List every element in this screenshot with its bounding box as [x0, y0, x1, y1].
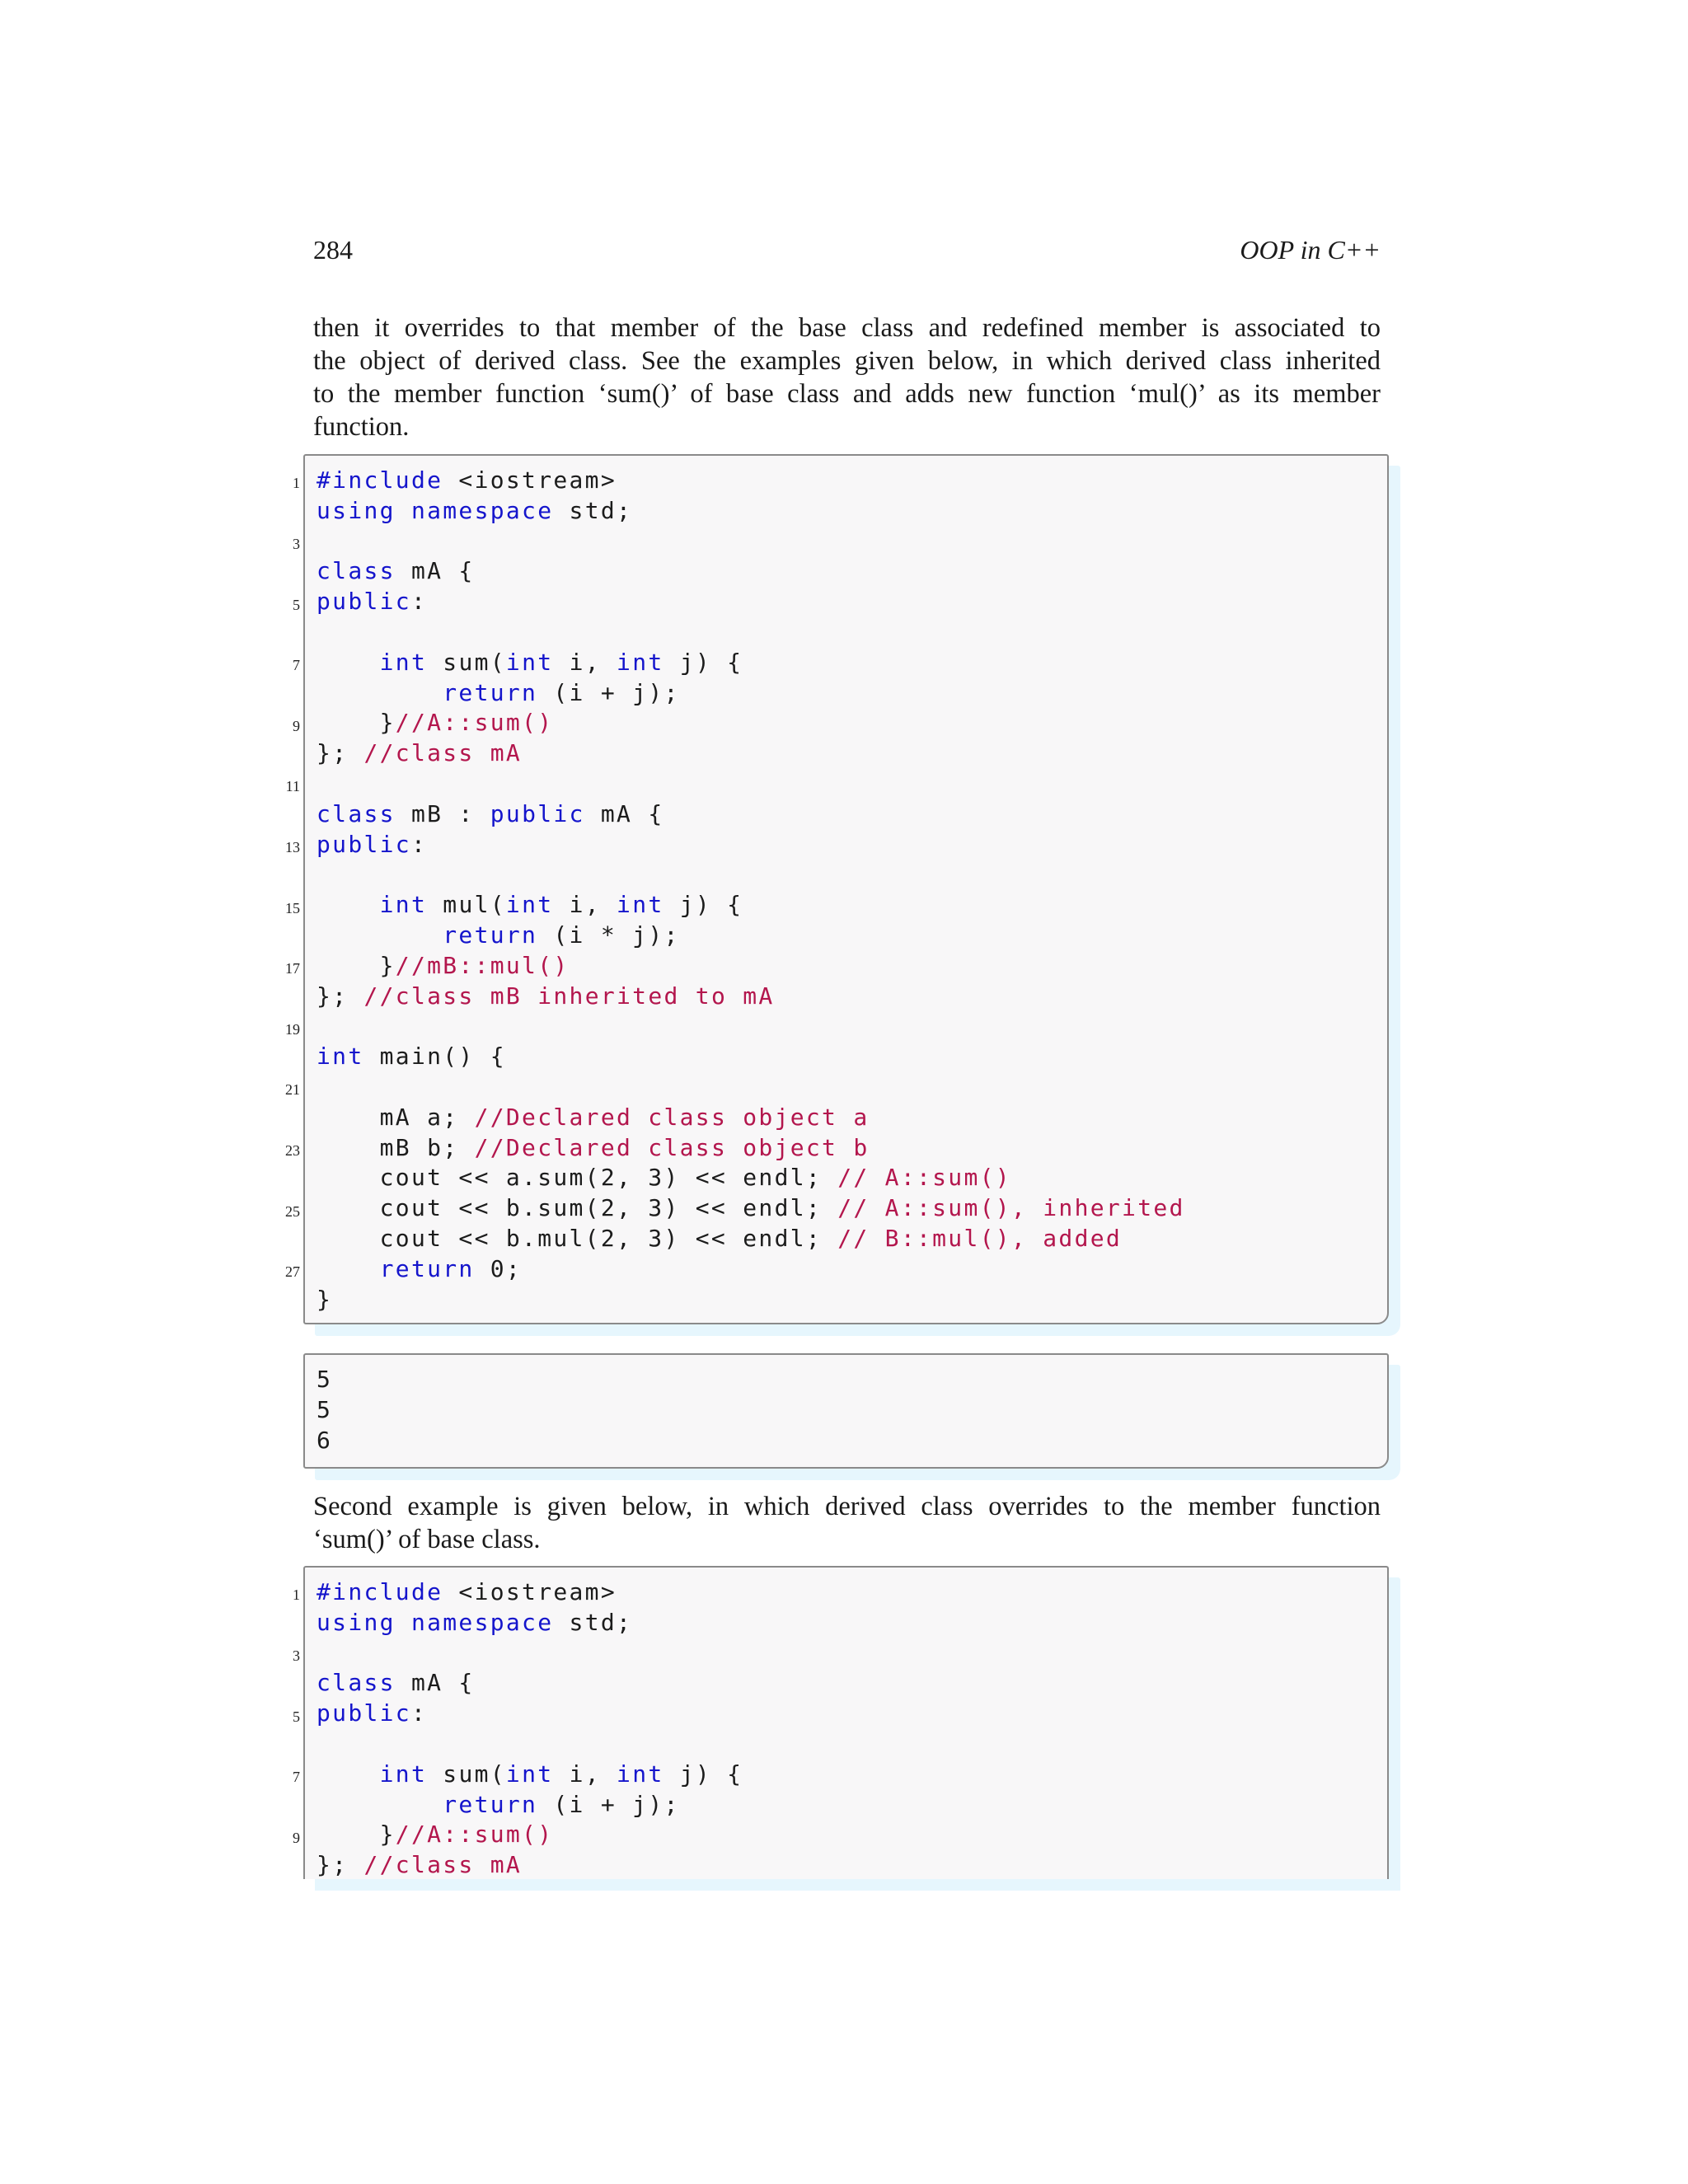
code-keyword: int: [379, 891, 428, 919]
code-text: [316, 679, 443, 706]
code-line: [316, 1011, 1185, 1042]
code-line: [316, 1577, 743, 1608]
line-number: 11: [285, 778, 300, 795]
code-keyword: return: [443, 1790, 538, 1818]
code-line: [316, 769, 1185, 799]
paragraph-line: Second example is given below, in which derived class overrides to the member function: [313, 1492, 1381, 1521]
line-number: 7: [293, 1769, 300, 1786]
code-line: [316, 527, 1185, 557]
code-line: [316, 951, 1185, 982]
line-number: 19: [285, 1020, 300, 1038]
code-text: [316, 649, 380, 676]
code-text: };: [316, 1851, 364, 1879]
code-keyword: int: [505, 891, 554, 919]
code-line: [316, 708, 1185, 738]
code-text: std;: [553, 496, 633, 524]
code-keyword: return: [443, 678, 538, 706]
code-text: i,: [553, 891, 617, 919]
code-text: mB :: [395, 799, 490, 827]
code-text: j) {: [663, 1760, 743, 1788]
code-keyword: using namespace: [316, 1608, 554, 1636]
code-text: mul(: [427, 891, 506, 919]
line-number: 1: [293, 1586, 300, 1604]
code-line: [316, 587, 1185, 617]
code-comment: //Declared class object a: [474, 1103, 870, 1131]
code-keyword: public: [490, 799, 585, 827]
code-text: cout << b.mul(2, 3) << endl;: [316, 1224, 838, 1252]
line-number: 25: [285, 1202, 300, 1220]
code-line: [316, 1820, 743, 1850]
code-comment: //class mB inherited to mA: [363, 982, 775, 1010]
code-text: i,: [553, 648, 617, 676]
code-keyword: int: [379, 648, 428, 676]
code-line: [316, 830, 1185, 860]
code-comment: //A::sum(): [395, 709, 554, 737]
code-comment: //Declared class object b: [474, 1133, 870, 1161]
page-header: [313, 235, 1381, 276]
code-line: [316, 1760, 743, 1790]
code-keyword: public: [316, 1699, 411, 1727]
code-text: [316, 891, 380, 918]
code-text: (i * j);: [537, 921, 680, 949]
code-comment: //class mA: [363, 739, 523, 767]
code-keyword: return: [379, 1254, 475, 1282]
code-comment: // A::sum(), inherited: [837, 1194, 1185, 1222]
code-line: [316, 1133, 1185, 1164]
paragraph-line: ‘sum()’ of base class.: [313, 1525, 541, 1554]
code-line: [316, 1790, 743, 1821]
output-line: 6: [316, 1426, 333, 1454]
code-keyword: return: [443, 921, 538, 949]
code-line: [316, 738, 1185, 769]
program-output-box: [303, 1353, 1389, 1469]
code-line: [316, 1729, 743, 1760]
line-number: 17: [285, 960, 300, 977]
code-line: [316, 466, 1185, 496]
code-keyword: class: [316, 799, 396, 827]
code-text: [316, 921, 443, 949]
line-number: 5: [293, 1708, 300, 1725]
code-line: [316, 496, 1185, 527]
code-text: }: [316, 1821, 396, 1849]
output-line: 5: [316, 1366, 333, 1393]
code-text: i,: [553, 1760, 617, 1788]
code-comment: // B::mul(), added: [837, 1224, 1123, 1252]
code-text: :: [410, 1699, 428, 1727]
code-keyword: using namespace: [316, 496, 554, 524]
page-number: 284: [313, 235, 353, 265]
paragraph-line: function.: [313, 412, 410, 442]
code-text: main() {: [363, 1043, 506, 1071]
paragraph-line: then it overrides to that member of the base class and redefined member is associated to: [313, 313, 1381, 343]
code-line: [316, 1608, 743, 1638]
code-line: [316, 1638, 743, 1669]
code-text: j) {: [663, 648, 743, 676]
code-line: [316, 1224, 1185, 1254]
code-text: j) {: [663, 891, 743, 919]
code-line: [316, 982, 1185, 1012]
code-keyword: int: [617, 891, 664, 919]
code-lines: [316, 1577, 743, 1879]
body-paragraph-2: [313, 1490, 1381, 1556]
code-text: sum(: [427, 1760, 506, 1788]
code-line: [316, 1668, 743, 1699]
code-comment: //class mA: [363, 1851, 523, 1879]
code-keyword: #include: [316, 1578, 443, 1605]
code-keyword: int: [505, 648, 554, 676]
code-text: [316, 1255, 380, 1282]
code-text: cout << b.sum(2, 3) << endl;: [316, 1194, 838, 1222]
code-line: [316, 678, 1185, 709]
line-number: 27: [285, 1263, 300, 1281]
line-number: 15: [285, 899, 300, 916]
code-line: [316, 648, 1185, 678]
code-line: [316, 1193, 1185, 1224]
code-keyword: class: [316, 1669, 396, 1697]
line-number: 7: [293, 657, 300, 674]
line-number: 21: [285, 1081, 300, 1099]
code-line: [316, 1850, 743, 1879]
code-comment: //A::sum(): [395, 1821, 554, 1849]
code-text: sum(: [427, 648, 506, 676]
code-keyword: int: [617, 1760, 664, 1788]
code-line: [316, 617, 1185, 648]
code-line: [316, 1042, 1185, 1072]
code-text: mA {: [395, 1669, 475, 1697]
paragraph-line: to the member function ‘sum()’ of base class and adds new function ‘mul()’ as its member: [313, 379, 1381, 409]
code-listing-2: [303, 1566, 1389, 1879]
code-text: };: [316, 982, 364, 1010]
code-text: :: [410, 830, 428, 858]
code-text: };: [316, 739, 364, 767]
line-number: 9: [293, 717, 300, 734]
code-line: [316, 1103, 1185, 1133]
code-comment: // A::sum(): [837, 1164, 1011, 1192]
code-text: mA {: [395, 557, 475, 585]
code-line: [316, 1254, 1185, 1285]
code-text: mA a;: [316, 1103, 475, 1131]
line-number: 13: [285, 839, 300, 855]
code-line: [316, 556, 1185, 587]
code-text: <iostream>: [443, 1578, 617, 1605]
body-paragraph-1: [313, 312, 1381, 443]
line-number: 23: [285, 1142, 300, 1159]
code-text: :: [410, 588, 428, 616]
line-number: 9: [293, 1829, 300, 1846]
line-number: 5: [293, 596, 300, 613]
code-text: 0;: [474, 1254, 523, 1282]
line-number: 3: [293, 536, 300, 552]
code-keyword: int: [316, 1043, 364, 1071]
code-keyword: public: [316, 588, 411, 616]
code-line: [316, 1699, 743, 1729]
code-lines: [316, 466, 1185, 1315]
running-title: OOP in C++: [1240, 235, 1381, 265]
line-number: 3: [293, 1647, 300, 1664]
output-lines: [316, 1365, 332, 1455]
code-line: [316, 921, 1185, 951]
code-text: <iostream>: [443, 466, 617, 494]
code-line: [316, 1072, 1185, 1103]
code-keyword: int: [505, 1760, 554, 1788]
code-text: [316, 1760, 380, 1788]
code-keyword: int: [617, 648, 664, 676]
code-text: (i + j);: [537, 678, 680, 706]
paragraph-line: the object of derived class. See the examples given below, in which derived class inherited: [313, 346, 1381, 376]
code-keyword: int: [379, 1760, 428, 1788]
code-comment: //mB::mul(): [395, 951, 570, 979]
code-text: (i + j);: [537, 1790, 680, 1818]
code-line: [316, 890, 1185, 921]
code-line: [316, 1285, 1185, 1315]
code-line: [316, 1163, 1185, 1193]
code-line: [316, 799, 1185, 830]
code-listing-1: [303, 454, 1389, 1324]
code-line: [316, 860, 1185, 890]
code-text: mA {: [584, 799, 664, 827]
code-text: }: [316, 709, 396, 737]
code-keyword: #include: [316, 466, 443, 494]
code-text: [316, 1791, 443, 1818]
code-text: }: [316, 1285, 333, 1313]
code-text: std;: [553, 1608, 633, 1636]
output-line: 5: [316, 1395, 333, 1423]
code-text: mB b;: [316, 1133, 475, 1161]
code-keyword: public: [316, 830, 411, 858]
code-text: }: [316, 951, 396, 979]
code-text: cout << a.sum(2, 3) << endl;: [316, 1164, 838, 1192]
code-keyword: class: [316, 557, 396, 585]
line-number: 1: [293, 475, 300, 492]
